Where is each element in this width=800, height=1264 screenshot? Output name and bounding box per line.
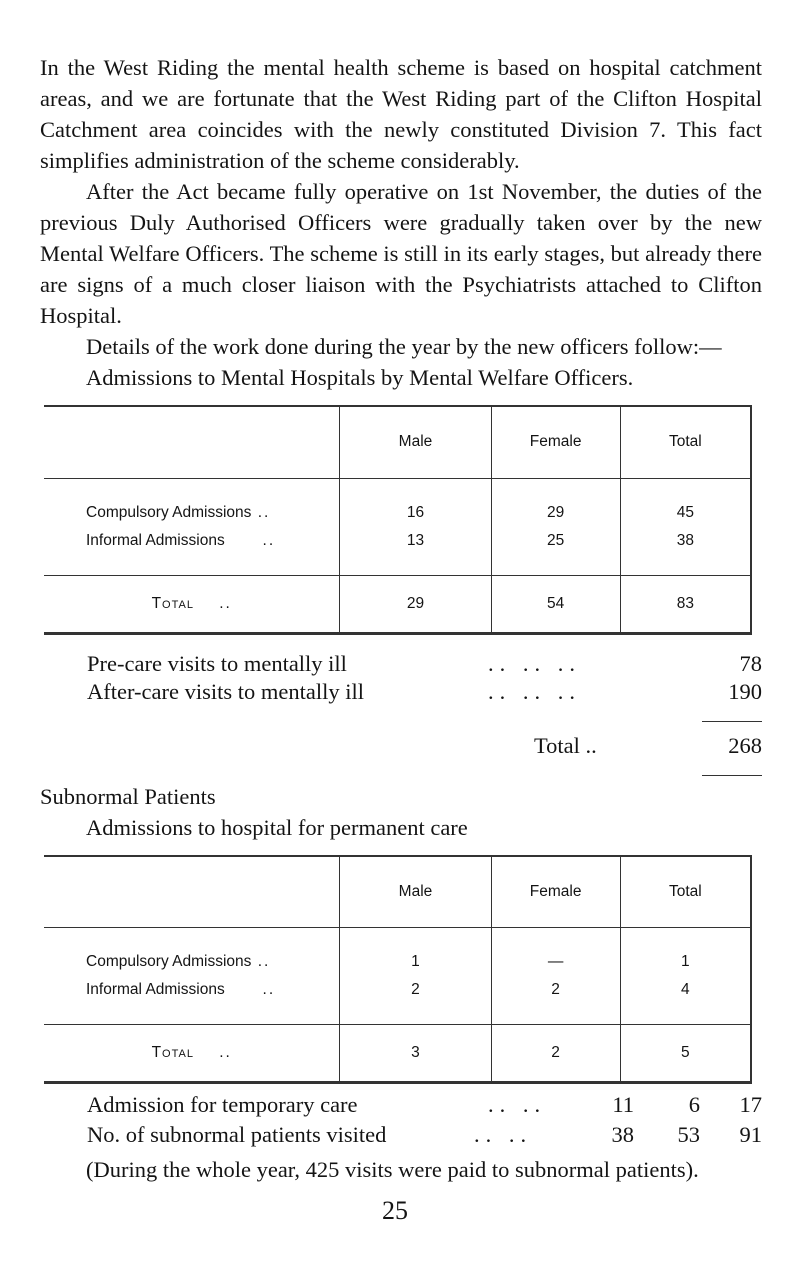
cell-total: 83: [620, 575, 751, 633]
subnormal-subheading: Admissions to hospital for permanent care: [86, 814, 468, 840]
table1-header-male: Male: [340, 406, 491, 478]
cell-total: 4: [620, 976, 751, 1025]
precare-value: 78: [739, 650, 762, 676]
cell-total: 38: [620, 527, 751, 576]
cell-female: —: [491, 928, 620, 977]
cell-total: 1: [620, 928, 751, 977]
cell-male: 1: [340, 928, 491, 977]
patients-visited-male: 38: [611, 1122, 634, 1147]
row-label: Compulsory Admissions: [86, 953, 252, 970]
cell-female: 25: [491, 527, 620, 576]
aftercare-value: 190: [728, 678, 762, 704]
table1-header-female: Female: [491, 406, 620, 478]
cell-male: 13: [340, 527, 491, 576]
table2-header-row: [44, 856, 751, 928]
row-label: Informal Admissions: [86, 981, 225, 998]
cell-female: 29: [491, 478, 620, 527]
total-rule: [702, 775, 762, 776]
temporary-care-total: 17: [739, 1092, 762, 1117]
page-number: 25: [382, 1196, 408, 1225]
subnormal-heading: Subnormal Patients: [40, 783, 216, 809]
table2-total-row: Total .. 3 2 5: [44, 1025, 751, 1083]
visits-total-value: 268: [728, 732, 762, 758]
patients-visited-total: 91: [739, 1122, 762, 1147]
table1-header-total: Total: [620, 406, 751, 478]
intro-paragraph-1: In the West Riding the mental health scheme is based on hospital catchment areas, and we are fortunate that the West Riding part of the Clifton Hospital Catchment area coincides with the newly constituted Division 7. This fact simplifies administration of the scheme considerably.: [40, 55, 762, 173]
table2-header-male: Male: [340, 856, 491, 928]
subtotal-rule: [702, 721, 762, 722]
cell-male: 2: [340, 976, 491, 1025]
cell-female: 2: [491, 976, 620, 1025]
intro-paragraph-3: Details of the work done during the year by the new officers follow:—: [86, 334, 722, 359]
table1-header-row: [44, 406, 751, 478]
row-label: Informal Admissions: [86, 531, 225, 549]
temporary-care-male: 11: [612, 1092, 634, 1117]
table-row: Informal Admissions .. 2 2 4: [44, 976, 751, 1025]
cell-male: 29: [340, 575, 491, 633]
temporary-care-female: 6: [688, 1092, 700, 1117]
row-label: Compulsory Admissions: [86, 503, 252, 521]
visits-total-label: Total ..: [534, 732, 597, 758]
patients-visited-female: 53: [677, 1122, 700, 1147]
patients-visited-label: No. of subnormal patients visited: [87, 1122, 387, 1147]
temporary-care-label: Admission for temporary care: [87, 1092, 358, 1117]
intro-paragraph-2: After the Act became fully operative on 1st November, the duties of the previous Duly Authorised Officers were gradually taken over by the new Mental Welfare Officers. The scheme is still in its early stages, but already there are signs of a much closer liaison with the Psychiatrists attached to Clifton Hospital.: [40, 179, 762, 328]
table1-total-row: Total .. 29 54 83: [44, 575, 751, 633]
aftercare-label: After-care visits to mentally ill: [87, 678, 364, 704]
table2-header-total: Total: [620, 856, 751, 928]
cell-female: 2: [491, 1025, 620, 1083]
closing-paragraph: (During the whole year, 425 visits were paid to subnormal patients).: [86, 1157, 699, 1182]
mental-hospital-admissions-table: [44, 405, 752, 635]
table2-header-female: Female: [491, 856, 620, 928]
cell-total: 45: [620, 478, 751, 527]
cell-total: 5: [620, 1025, 751, 1083]
subnormal-counts: Admission for temporary care .. .. 11 6 17 No. of subnormal patients visited .. .. 38 53 91: [87, 1092, 762, 1147]
cell-male: 3: [340, 1025, 491, 1083]
cell-male: 16: [340, 478, 491, 527]
total-label: Total: [151, 594, 194, 612]
table2-header-blank: [44, 856, 340, 928]
table-row: Informal Admissions .. 13 25 38: [44, 527, 751, 576]
table1-title: Admissions to Mental Hospitals by Mental Welfare Officers.: [86, 365, 634, 390]
visits-summary: Pre-care visits to mentally ill .. .. .. 78 After-care visits to mentally ill .. .. .. 190 Total .. 268: [40, 651, 762, 779]
subnormal-admissions-table: [44, 855, 752, 1085]
table1-header-blank: [44, 406, 340, 478]
precare-label: Pre-care visits to mentally ill: [87, 650, 347, 676]
total-label: Total: [151, 1044, 194, 1061]
document-page: [40, 52, 762, 1185]
table-row: Compulsory Admissions .. 16 29 45: [44, 478, 751, 527]
cell-female: 54: [491, 575, 620, 633]
table-row: Compulsory Admissions .. 1 — 1: [44, 928, 751, 977]
